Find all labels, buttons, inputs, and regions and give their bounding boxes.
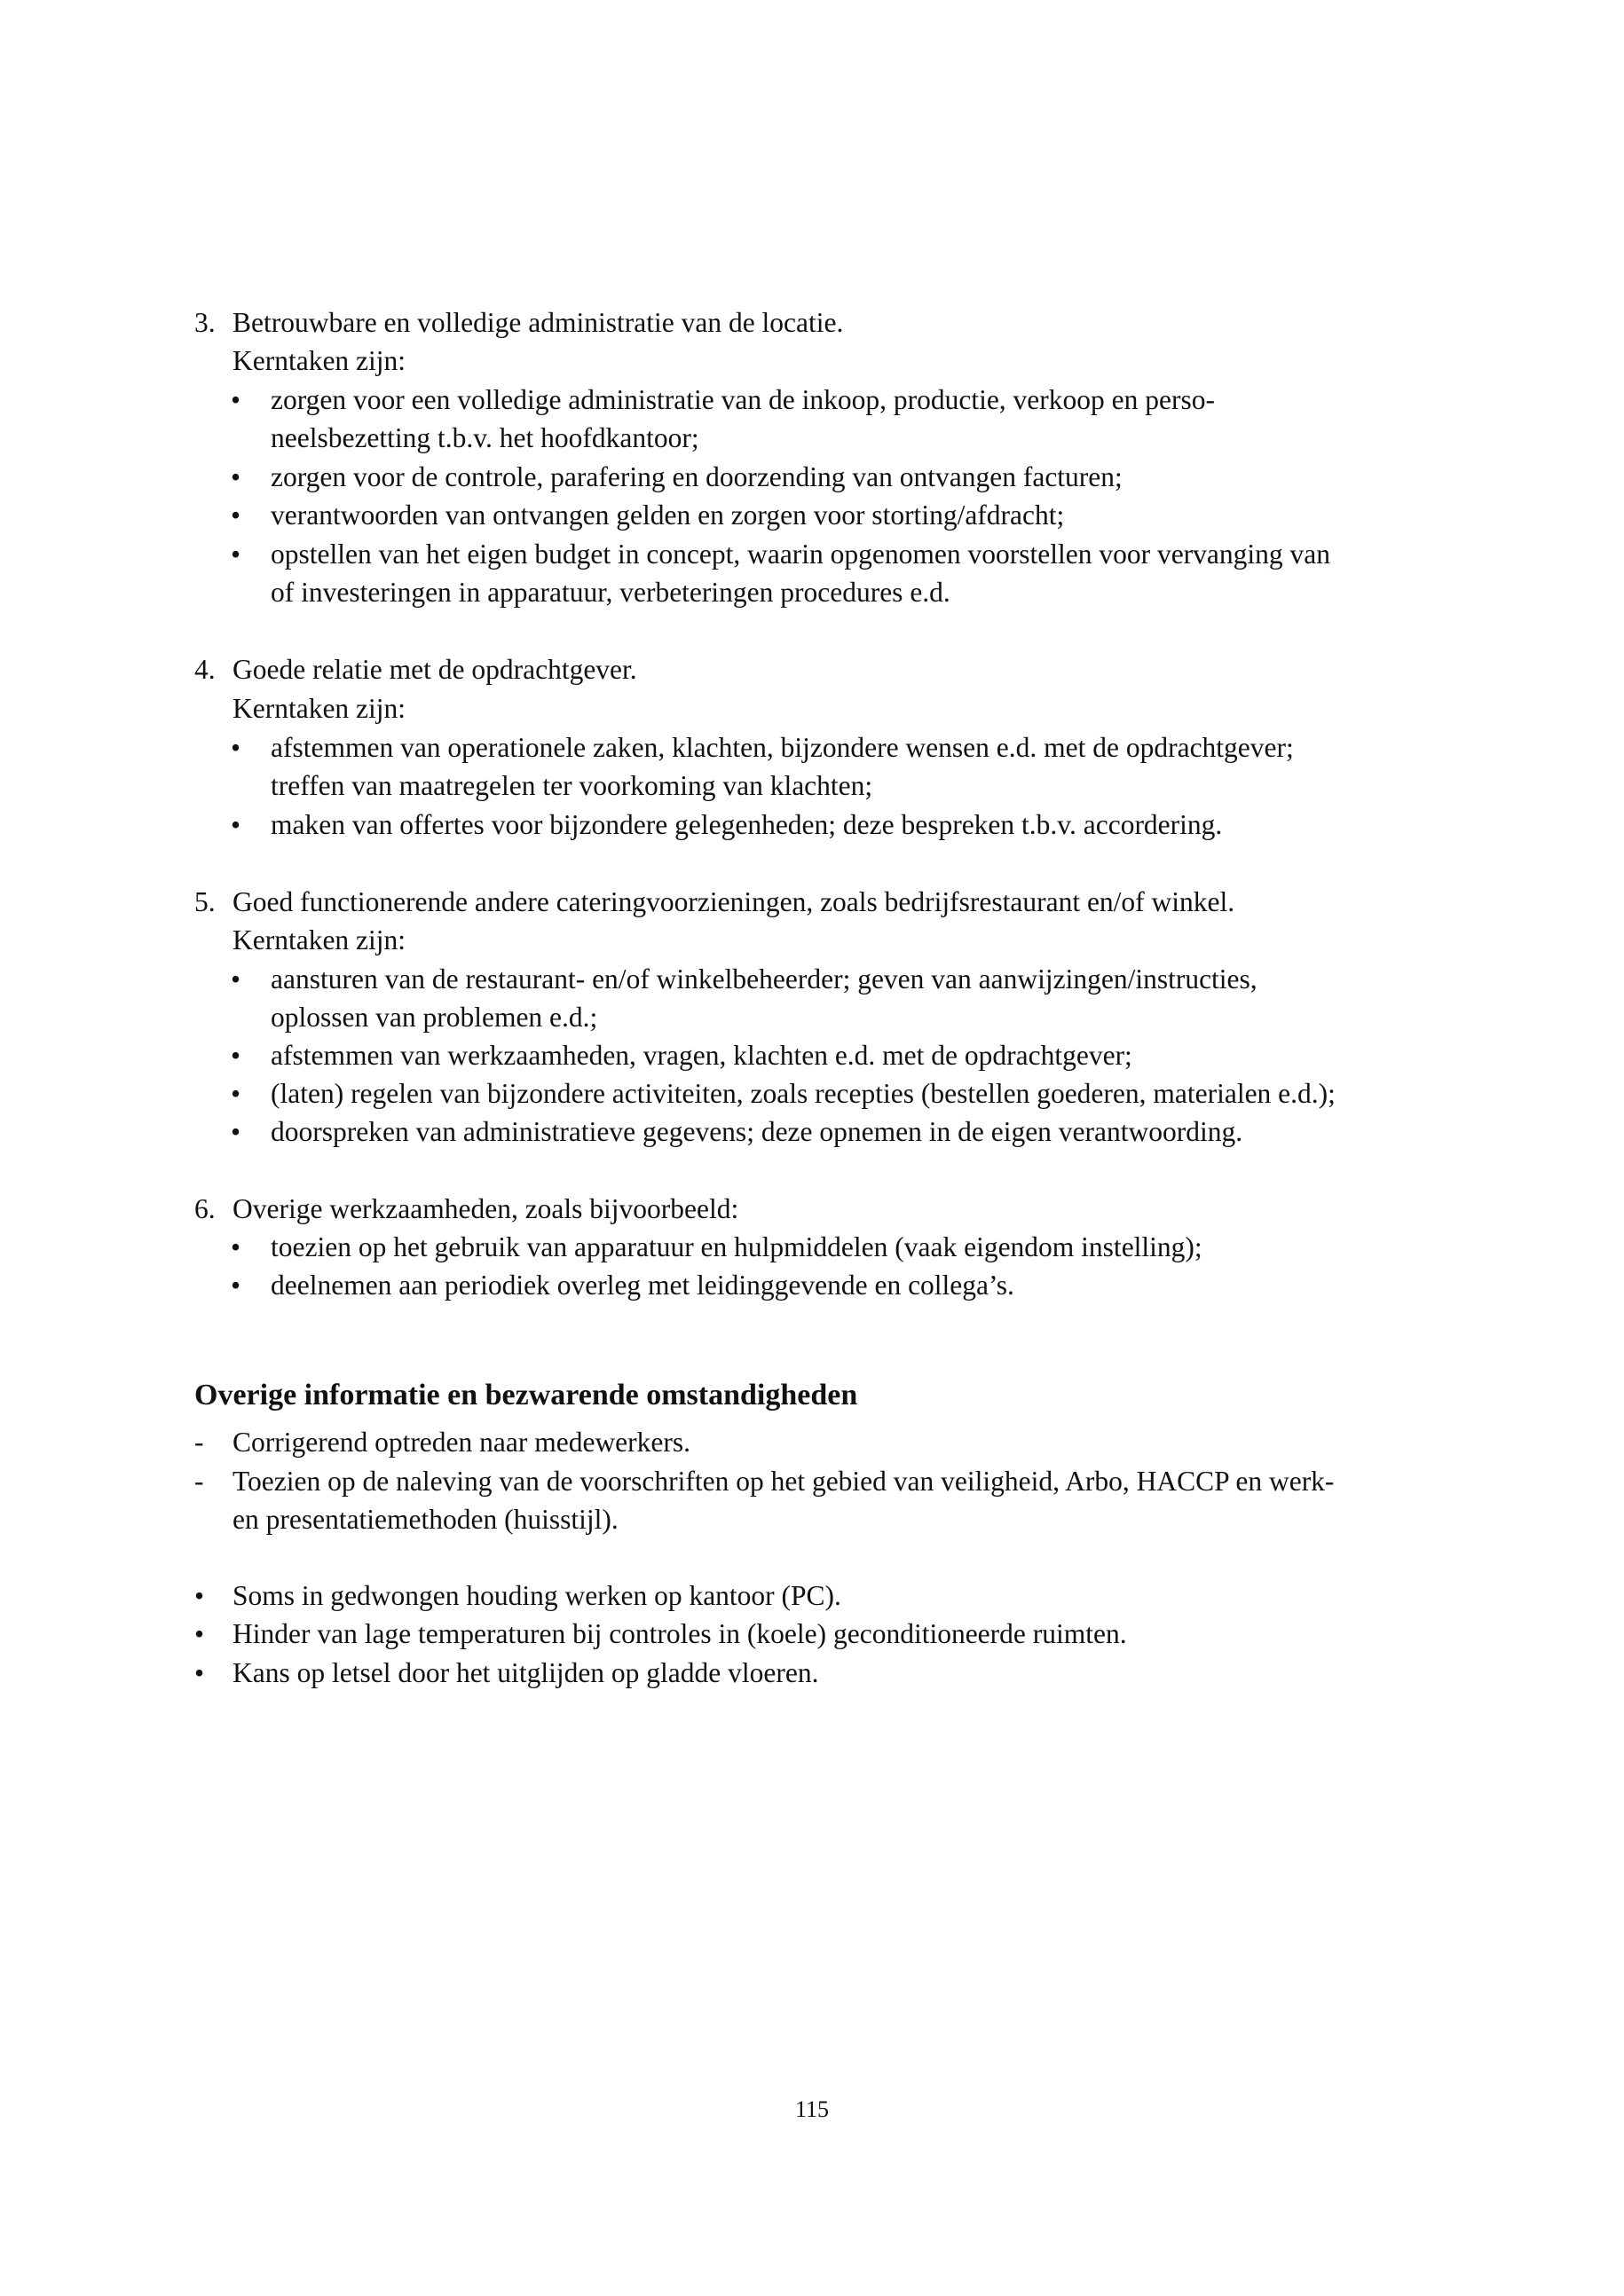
section-title: Overige werkzaamheden, zoals bijvoorbeeld: (233, 1193, 739, 1224)
list-item-continuation: oplossen van problemen e.d.; (271, 1002, 598, 1033)
list-item-text: opstellen van het eigen budget in concept, waarin opgenomen voorstellen voor vervanging van (271, 539, 1331, 570)
list-item-text: toezien op het gebruik van apparatuur en hulpmiddelen (vaak eigendom instelling); (271, 1231, 1202, 1262)
section-5-title-line (0, 883, 1624, 921)
list-item-continuation: treffen van maatregelen ter voorkoming van klachten; (271, 770, 873, 801)
bullet-icon: • (194, 1618, 205, 1649)
list-item-text: zorgen voor de controle, parafering en doorzending van ontvangen facturen; (271, 461, 1123, 492)
list-item-text: Kans op letsel door het uitglijden op gladde vloeren. (233, 1657, 819, 1688)
dash-icon: - (194, 1466, 204, 1497)
bullet-icon: • (231, 1231, 241, 1262)
list-item-text: afstemmen van werkzaamheden, vragen, klachten e.d. met de opdrachtgever; (271, 1040, 1132, 1071)
section-title: Goed functionerende andere cateringvoorzieningen, zoals bedrijfsrestaurant en/of winkel. (233, 886, 1235, 917)
list-item-text: deelnemen aan periodiek overleg met leidinggevende en collega’s. (271, 1270, 1014, 1301)
dash-icon: - (194, 1427, 204, 1458)
bullet-icon: • (194, 1580, 205, 1611)
section-number: 4. (194, 654, 216, 685)
list-item-text: aansturen van de restaurant- en/of winkelbeheerder; geven van aanwijzingen/instructies, (271, 963, 1257, 995)
dash-item-text: Toezien op de naleving van de voorschriften op het gebied van veiligheid, Arbo, HACCP en werk- (233, 1466, 1335, 1497)
bullet-icon: • (231, 1078, 241, 1109)
list-item-text: zorgen voor een volledige administratie van de inkoop, productie, verkoop en perso- (271, 384, 1215, 415)
dash-item-text: Corrigerend optreden naar medewerkers. (233, 1427, 691, 1458)
bullet-icon: • (231, 1116, 241, 1147)
list-item-text: maken van offertes voor bijzondere gelegenheden; deze bespreken t.b.v. accordering. (271, 809, 1223, 840)
section-title: Goede relatie met de opdrachtgever. (233, 654, 637, 685)
bullet-icon: • (231, 1270, 241, 1301)
section-6-title-line (0, 1190, 1624, 1228)
bullet-icon: • (194, 1657, 205, 1688)
list-item-text: Hinder van lage temperaturen bij controles in (koele) geconditioneerde ruimten. (233, 1618, 1127, 1649)
section-intro: Kerntaken zijn: (233, 924, 406, 955)
section-title: Betrouwbare en volledige administratie van de locatie. (233, 307, 844, 338)
bullet-icon: • (231, 539, 241, 570)
bullet-icon: • (231, 809, 241, 840)
bullet-icon: • (231, 732, 241, 763)
section-intro: Kerntaken zijn: (233, 345, 406, 376)
list-item-text: Soms in gedwongen houding werken op kantoor (PC). (233, 1580, 841, 1611)
section-3-title-line (0, 303, 1624, 342)
bullet-icon: • (231, 499, 241, 531)
list-item-text: doorspreken van administratieve gegevens; deze opnemen in de eigen verantwoording. (271, 1116, 1243, 1147)
bullet-icon: • (231, 1040, 241, 1071)
list-item-text: (laten) regelen van bijzondere activiteiten, zoals recepties (bestellen goederen, materialen e.d.); (271, 1078, 1336, 1109)
bullet-icon: • (231, 384, 241, 415)
list-item-text: verantwoorden van ontvangen gelden en zorgen voor storting/afdracht; (271, 499, 1065, 531)
section-number: 5. (194, 886, 216, 917)
bullet-icon: • (231, 461, 241, 492)
section-4-title-line (0, 650, 1624, 688)
dash-item-continuation: en presentatiemethoden (huisstijl). (233, 1504, 619, 1535)
bullet-icon: • (231, 963, 241, 995)
list-item-continuation: of investeringen in apparatuur, verbeteringen procedures e.d. (271, 577, 950, 608)
list-item-text: afstemmen van operationele zaken, klachten, bijzondere wensen e.d. met de opdrachtgever; (271, 732, 1294, 763)
section-number: 6. (194, 1193, 216, 1224)
list-item-continuation: neelsbezetting t.b.v. het hoofdkantoor; (271, 422, 699, 453)
section-number: 3. (194, 307, 216, 338)
page-number: 115 (794, 2096, 830, 2122)
section-intro: Kerntaken zijn: (233, 693, 406, 724)
section-heading: Overige informatie en bezwarende omstandigheden (194, 1379, 858, 1411)
